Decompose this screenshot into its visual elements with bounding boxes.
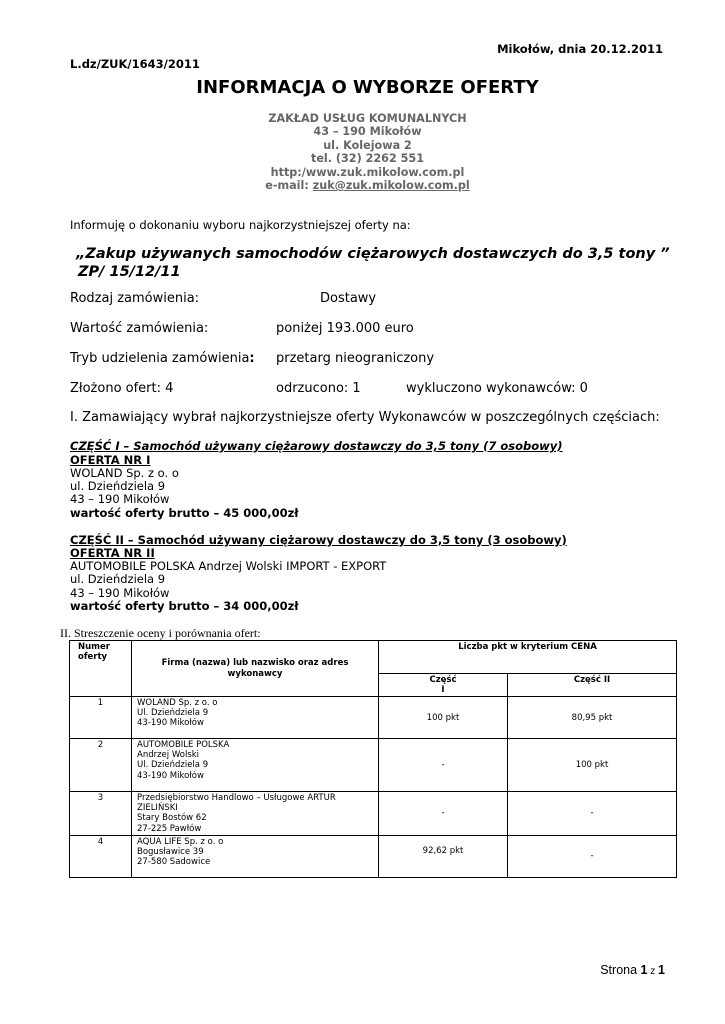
row-points-part-1: - <box>379 792 508 836</box>
issuer-street: ul. Kolejowa 2 <box>323 138 412 152</box>
document-title: INFORMACJA O WYBORZE OFERTY <box>196 77 539 98</box>
subject-line-1: „Zakup używanych samochodów ciężarowych dostawczych do 3,5 tony ” <box>76 246 670 262</box>
header-part-1: Część I <box>379 674 508 697</box>
row-firm: AUTOMOBILE POLSKA Andrzej Wolski Ul. Dzieńdziela 9 43-190 Mikołów <box>132 739 379 792</box>
rejected-count: odrzucono: 1 <box>276 381 361 396</box>
issuer-name: ZAKŁAD USŁUG KOMUNALNYCH <box>268 112 467 125</box>
row-number: 1 <box>70 697 132 739</box>
part-1-value: wartość oferty brutto – 45 000,00zł <box>70 506 299 520</box>
award-mode-label <box>70 351 255 366</box>
part-2-value: wartość oferty brutto – 34 000,00zł <box>70 599 299 613</box>
award-mode-value: przetarg nieograniczony <box>276 351 435 366</box>
page-of: z <box>647 966 659 977</box>
part-1-city: 43 – 190 Mikołów <box>70 492 170 506</box>
part-2-street: ul. Dzieńdziela 9 <box>70 572 166 586</box>
header-part-2: Część II <box>508 674 677 697</box>
order-type-value: Dostawy <box>320 291 377 306</box>
table-row <box>70 792 677 836</box>
header-firm: Firma (nazwa) lub nazwisko oraz adres wykonawcy <box>132 641 379 697</box>
award-mode-label-text: Tryb udzielenia zamówienia <box>70 351 250 366</box>
row-number: 2 <box>70 739 132 792</box>
row-points-part-2: 80,95 pkt <box>508 697 677 739</box>
table-row <box>70 697 677 739</box>
row-number: 3 <box>70 792 132 836</box>
page-total: 1 <box>658 963 665 977</box>
page-footer <box>600 963 665 977</box>
subject-line-2: ZP/ 15/12/11 <box>78 264 181 280</box>
issuer-phone: tel. (32) 2262 551 <box>311 152 424 166</box>
reference-number: L.dz/ZUK/1643/2011 <box>70 57 200 71</box>
part-1-company: WOLAND Sp. z o. o <box>70 466 179 480</box>
header-number: Numer oferty <box>70 641 132 697</box>
row-points-part-1: 92,62 pkt <box>379 835 508 877</box>
row-points-part-2: - <box>508 835 677 877</box>
email-label: e-mail: <box>265 179 313 193</box>
row-points-part-2: - <box>508 792 677 836</box>
page-label: Strona <box>600 963 641 977</box>
part-2-offer: OFERTA NR II <box>70 546 155 560</box>
part-2-title: CZĘŚĆ II – Samochód używany ciężarowy dostawczy do 3,5 tony (3 osobowy) <box>70 533 567 547</box>
order-value-label: Wartość zamówienia: <box>70 321 209 336</box>
intro-text: Informuję o dokonaniu wyboru najkorzystniejszej oferty na: <box>70 218 411 232</box>
place-date: Mikołów, dnia 20.12.2011 <box>497 42 663 56</box>
table-row <box>70 835 677 877</box>
award-mode-colon: : <box>249 351 255 366</box>
header-points: Liczba pkt w kryterium CENA <box>379 641 677 674</box>
excluded-count: wykluczono wykonawców: 0 <box>406 381 588 396</box>
issuer-postal: 43 – 190 Mikołów <box>313 125 422 139</box>
section-2-heading: II. Streszczenie oceny i porównania ofert: <box>60 626 261 640</box>
issuer-email-line <box>0 179 725 192</box>
row-firm: WOLAND Sp. z o. o Ul. Dzieńdziela 9 43-190 Mikołów <box>132 697 379 739</box>
row-firm: Przedsiębiorstwo Handlowo – Usługowe ARTUR ZIELIŃSKI Stary Bostów 62 27-225 Pawłów <box>132 792 379 836</box>
part-1-title: CZĘŚĆ I – Samochód używany ciężarowy dostawczy do 3,5 tony (7 osobowy) <box>70 439 563 453</box>
row-points-part-2: 100 pkt <box>508 739 677 792</box>
part-1-offer: OFERTA NR I <box>70 453 151 467</box>
row-points-part-1: - <box>379 739 508 792</box>
row-firm: AQUA LIFE Sp. z o. o Bogusławice 39 27-580 Sadowice <box>132 835 379 877</box>
row-number: 4 <box>70 835 132 877</box>
order-type-label: Rodzaj zamówienia: <box>70 291 200 306</box>
issuer-website[interactable]: http:/www.zuk.mikolow.com.pl <box>270 165 465 179</box>
issuer-address <box>0 112 725 192</box>
order-value-value: poniżej 193.000 euro <box>276 321 414 336</box>
issuer-email-link[interactable]: zuk@zuk.mikolow.com.pl <box>312 179 470 193</box>
part-2-company: AUTOMOBILE POLSKA Andrzej Wolski IMPORT - EXPORT <box>70 559 387 573</box>
row-points-part-1: 100 pkt <box>379 697 508 739</box>
comparison-table <box>69 640 677 878</box>
table-row <box>70 739 677 792</box>
part-2-city: 43 – 190 Mikołów <box>70 586 170 600</box>
section-1-heading: I. Zamawiający wybrał najkorzystniejsze oferty Wykonawców w poszczególnych częściach: <box>70 410 660 425</box>
page-number: 1 <box>640 963 648 977</box>
part-1-street: ul. Dzieńdziela 9 <box>70 479 166 493</box>
offers-count: Złożono ofert: 4 <box>70 381 174 396</box>
